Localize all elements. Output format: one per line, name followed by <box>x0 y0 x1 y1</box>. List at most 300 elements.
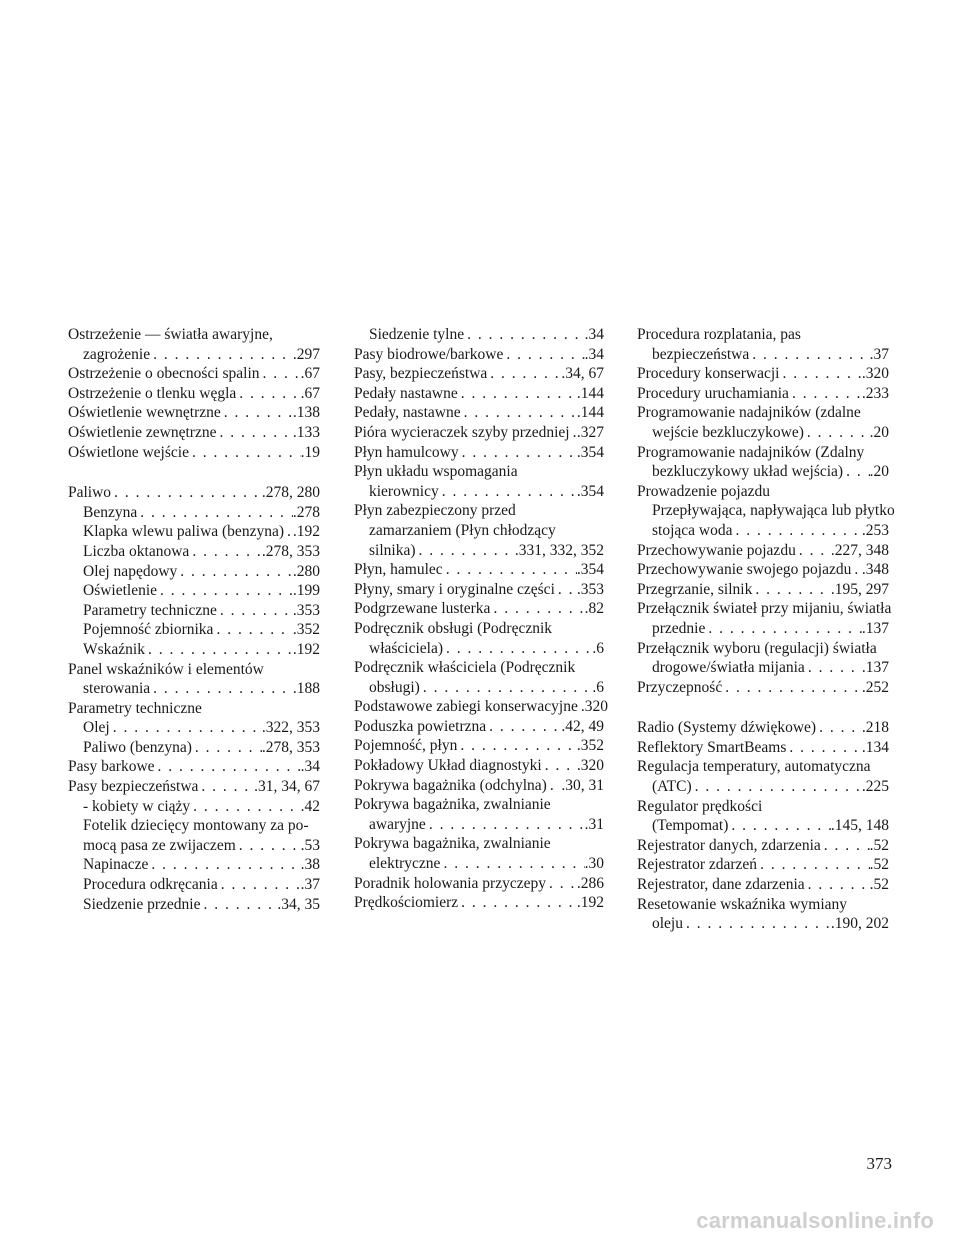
dot-leader <box>443 639 592 659</box>
index-entry-label: (Tempomat) <box>652 817 729 835</box>
dot-leader <box>779 364 861 384</box>
index-entry <box>354 697 608 717</box>
index-entry-line <box>354 560 604 580</box>
index-entry-label: Olej napędowy <box>83 562 178 580</box>
index-entry-label: Przyczepność <box>637 678 723 696</box>
index-entry-line <box>68 443 320 463</box>
dot-leader <box>111 483 262 503</box>
index-entry-line <box>68 738 320 758</box>
dot-leader <box>486 717 561 737</box>
index-entry <box>637 599 892 638</box>
dot-leader <box>189 542 262 562</box>
index-entry <box>68 581 320 601</box>
index-entry-line <box>637 423 889 443</box>
index-entry-label: Pokrywa bagażnika (odchylna) <box>354 776 547 794</box>
dot-leader <box>464 325 585 345</box>
index-entry-line <box>354 423 604 443</box>
index-entry-label: drogowe/światła mijania <box>652 659 805 677</box>
dot-leader <box>192 738 262 758</box>
dot-leader <box>439 482 577 502</box>
index-entry-label: Poduszka powietrzna <box>354 717 487 735</box>
index-entry <box>68 325 320 364</box>
index-entry-line <box>354 717 604 737</box>
index-entry-label: Siedzenie tylne <box>369 326 465 343</box>
dot-leader <box>547 776 562 796</box>
index-entry <box>354 580 604 600</box>
index-entry-heading: Procedura rozplatania, pas <box>637 326 801 343</box>
index-entry-pages: .20 <box>869 423 889 441</box>
index-entry-line <box>68 503 320 523</box>
index-entry-pages: .278, 353 <box>261 542 320 560</box>
index-entry-label: Paliwo (benzyna) <box>83 738 192 756</box>
index-entry-line <box>68 777 320 797</box>
index-entry <box>354 560 604 580</box>
index-entry-pages: .322, 353 <box>261 719 320 737</box>
index-entry-pages: .34, 67 <box>561 365 604 383</box>
index-column-left <box>68 325 320 914</box>
index-entry <box>354 834 604 873</box>
index-entry-pages: .82 <box>584 600 604 618</box>
index-entry-label: Przechowywanie swojego pojazdu <box>637 561 852 579</box>
index-entry <box>354 403 604 423</box>
index-entry-line <box>68 403 320 423</box>
dot-leader <box>458 384 577 404</box>
index-entry-heading: Podręcznik obsługi (Podręcznik <box>354 619 553 637</box>
dot-leader <box>786 738 862 758</box>
dot-leader <box>821 836 870 856</box>
index-entry <box>68 443 320 463</box>
dot-leader <box>692 777 862 797</box>
dot-leader <box>110 718 262 738</box>
index-entry <box>637 541 889 561</box>
index-entry <box>354 599 604 619</box>
dot-leader <box>218 875 301 895</box>
index-entry-line <box>354 639 604 659</box>
index-entry-pages: .42 <box>300 797 320 815</box>
index-entry-pages: .188 <box>292 680 320 698</box>
index-entry-pages: .137 <box>861 659 889 677</box>
index-entry-label: Oświetlenie <box>83 582 158 600</box>
index-entry-heading: Pokrywa bagażnika, zwalnianie <box>354 796 551 814</box>
index-entry <box>354 658 604 697</box>
index-entry-pages: .138 <box>292 404 320 422</box>
index-entry-label: Parametry techniczne <box>83 601 217 619</box>
index-entry-line <box>68 423 320 443</box>
index-entry-pages: .278 <box>292 503 320 521</box>
index-entry-pages: .218 <box>861 719 889 737</box>
index-entry-line <box>68 895 320 915</box>
index-entry-pages: .34 <box>584 345 604 363</box>
index-entry <box>637 718 889 738</box>
index-entry-label: Płyny, smary i oryginalne części <box>354 580 555 598</box>
index-entry <box>354 736 604 756</box>
index-entry <box>354 893 604 913</box>
index-entry-heading: Parametry techniczne <box>68 699 202 717</box>
index-entry-label: Klapka wlewu paliwa (benzyna) <box>83 523 284 541</box>
index-entry-line <box>637 836 889 856</box>
index-entry-pages: .190, 202 <box>830 915 889 933</box>
index-entry <box>354 443 604 463</box>
index-entry <box>637 580 889 600</box>
index-entry <box>354 364 604 384</box>
dot-leader <box>683 914 831 934</box>
index-entry-label: Oświetlenie wewnętrzne <box>68 404 221 422</box>
index-entry-label: Poradnik holowania przyczepy <box>354 874 546 892</box>
index-entry-line <box>68 640 320 660</box>
dot-leader <box>440 854 584 874</box>
dot-leader <box>804 423 870 443</box>
index-entry <box>68 562 320 582</box>
index-entry <box>68 816 320 855</box>
dot-leader <box>843 462 870 482</box>
index-entry-label: Podstawowe zabiegi konserwacyjne <box>354 698 578 716</box>
index-entry-pages: .52 <box>869 856 889 874</box>
index-entry-line <box>637 560 889 580</box>
index-entry <box>637 738 889 758</box>
dot-leader <box>749 345 869 365</box>
index-entry-label: bezpieczeństwa <box>652 345 750 363</box>
index-entry-label: Procedury konserwacji <box>637 365 780 383</box>
dot-leader <box>198 777 254 797</box>
index-entry <box>637 403 889 442</box>
dot-leader <box>443 560 577 580</box>
index-entry <box>68 875 320 895</box>
index-entry <box>68 364 320 384</box>
dot-leader <box>722 678 862 698</box>
index-entry-line <box>354 599 604 619</box>
index-entry <box>637 836 889 856</box>
index-entry-pages: .253 <box>861 521 889 539</box>
index-entry <box>637 482 895 541</box>
index-entry-pages: .354 <box>576 482 604 500</box>
index-entry-pages: .278, 280 <box>261 484 320 502</box>
index-entry-heading: Podręcznik właściciela (Podręcznik <box>354 659 576 677</box>
dot-leader <box>200 895 277 915</box>
index-entry-pages: .6 <box>592 678 604 696</box>
index-entry-pages: .354 <box>576 561 604 579</box>
index-entry-label: Pasy biodrowe/barkowe <box>354 345 504 363</box>
index-entry-pages: .34 <box>584 326 604 343</box>
index-entry-label: Procedura odkręcania <box>83 876 218 894</box>
index-entry-line <box>68 836 320 856</box>
watermark: carmanualsonline.info <box>696 1208 934 1233</box>
dot-leader <box>217 601 293 621</box>
index-entry-heading: Regulacja temperatury, automatyczna <box>637 758 871 776</box>
index-entry <box>68 542 320 562</box>
index-entry-pages: .6 <box>592 639 604 657</box>
dot-leader <box>752 580 831 600</box>
index-entry <box>354 325 604 345</box>
dot-leader <box>216 423 292 443</box>
index-entry <box>637 895 889 934</box>
index-entry-heading: Fotelik dziecięcy montowany za po- <box>83 817 309 835</box>
dot-leader <box>796 541 831 561</box>
index-entry-label: Napinacze <box>83 856 149 874</box>
index-entry-label: przednie <box>652 619 706 637</box>
index-entry <box>68 699 320 738</box>
index-entry-label: - kobiety w ciąży <box>83 797 191 815</box>
index-entry-label: Ostrzeżenie o obecności spalin <box>68 365 260 383</box>
dot-leader <box>490 599 584 619</box>
dot-leader <box>503 345 584 365</box>
dot-leader <box>260 364 301 384</box>
index-entry-line <box>354 697 608 717</box>
index-entry <box>68 777 320 797</box>
dot-leader <box>426 815 585 835</box>
index-entry-label: Pasy bezpieczeństwa <box>68 778 199 796</box>
index-entry-label: Reflektory SmartBeams <box>637 738 787 756</box>
index-entry-pages: .134 <box>861 738 889 756</box>
index-entry-label: Rejestrator zdarzeń <box>637 856 758 874</box>
index-entry-line <box>637 384 889 404</box>
index-entry-label: Pedały nastawne <box>354 384 458 402</box>
dot-leader <box>420 678 593 698</box>
index-entry <box>637 639 889 678</box>
index-entry-pages: .280 <box>292 562 320 580</box>
index-entry-label: bezkluczykowy układ wejścia) <box>652 463 844 481</box>
index-entry-line <box>637 462 889 482</box>
index-entry-label: Benzyna <box>83 503 138 521</box>
dot-leader <box>728 816 830 836</box>
index-entry-pages: .67 <box>300 384 320 402</box>
index-entry-line <box>354 443 604 463</box>
index-entry-line <box>637 738 889 758</box>
index-entry-label: (ATC) <box>652 778 692 796</box>
index-entry-line <box>354 815 604 835</box>
index-entry-pages: .37 <box>869 345 889 363</box>
dot-leader <box>705 619 862 639</box>
index-entry-line <box>68 601 320 621</box>
index-entry-label: kierownicy <box>369 482 439 500</box>
index-entry-pages: .37 <box>300 876 320 894</box>
dot-leader <box>284 522 293 542</box>
dot-leader <box>816 718 862 738</box>
index-entry-pages: .327 <box>576 423 604 441</box>
index-entry-label: Rejestrator, dane zdarzenia <box>637 876 805 894</box>
dot-leader <box>177 562 293 582</box>
index-entry-pages: .192 <box>292 640 320 658</box>
index-entry-line <box>68 562 320 582</box>
index-entry <box>68 522 320 542</box>
index-entry <box>68 483 320 503</box>
index-entry-line <box>637 855 889 875</box>
index-entry-label: Prędkościomierz <box>354 894 459 912</box>
index-entry-line <box>354 541 604 561</box>
index-entry-label: Ostrzeżenie o tlenku węgla <box>68 384 237 402</box>
index-entry-line <box>68 620 320 640</box>
index-entry <box>637 678 889 698</box>
index-entry <box>68 738 320 758</box>
index-entry <box>354 384 604 404</box>
index-entry-label: sterowania <box>83 680 151 698</box>
index-entry-label: Płyn, hamulec <box>354 561 443 579</box>
dot-leader <box>457 736 577 756</box>
index-entry-pages: .233 <box>861 384 889 402</box>
index-entry-label: Pióra wycieraczek szyby przedniej <box>354 423 570 441</box>
index-entry-line <box>637 914 889 934</box>
index-entry <box>68 660 320 699</box>
dot-leader <box>555 580 577 600</box>
index-entry-line <box>68 364 320 384</box>
dot-leader <box>461 403 577 423</box>
index-entry-label: awaryjne <box>369 815 426 833</box>
index-entry-line <box>68 483 320 503</box>
index-entry-line <box>354 736 604 756</box>
index-entry-label: Przegrzanie, silnik <box>637 580 753 598</box>
dot-leader <box>145 640 293 660</box>
dot-leader <box>805 658 862 678</box>
index-entry-pages: .297 <box>292 345 320 363</box>
index-entry <box>637 443 889 482</box>
page-number: 373 <box>866 1154 892 1173</box>
index-entry <box>354 619 604 658</box>
index-entry-heading: Panel wskaźników i elementów <box>68 660 264 678</box>
index-entry-label: Oświetlenie zewnętrzne <box>68 423 217 441</box>
dot-leader <box>155 757 301 777</box>
index-entry-line <box>68 875 320 895</box>
index-entry <box>637 757 889 796</box>
index-entry-pages: .34, 35 <box>277 895 320 913</box>
index-entry-pages: .30 <box>584 855 604 873</box>
index-entry-label: Pojemność zbiornika <box>83 621 214 639</box>
index-column-middle <box>354 325 608 913</box>
index-entry-heading: Ostrzeżenie — światła awaryjne, <box>68 326 273 343</box>
index-entry-pages: .52 <box>869 876 889 894</box>
index-entry-label: obsługi) <box>369 678 420 696</box>
index-entry-label: Radio (Systemy dźwiękowe) <box>637 719 817 737</box>
dot-leader <box>157 581 293 601</box>
index-entry-line <box>354 345 604 365</box>
index-entry-pages: .20 <box>869 463 889 481</box>
index-entry-label: Siedzenie przednie <box>83 895 201 913</box>
index-entry-heading: Przełącznik wyboru (regulacji) światła <box>637 639 877 657</box>
index-entry <box>354 717 604 737</box>
index-entry-pages: .353 <box>576 580 604 598</box>
dot-leader <box>190 797 300 817</box>
index-entry-pages: .42, 49 <box>561 717 604 735</box>
index-entry-label: Pokładowy Układ diagnostyki <box>354 757 542 775</box>
index-entry-heading: Przełącznik świateł przy mijaniu, światła <box>637 600 892 618</box>
index-entry-label: Wskaźnik <box>83 640 145 658</box>
index-entry <box>354 874 604 894</box>
index-entry-line <box>637 718 889 738</box>
index-entry-heading: Prowadzenie pojazdu <box>637 482 770 500</box>
index-entry-heading: Programowanie nadajników (zdalne <box>637 404 861 422</box>
index-entry-heading: Płyn zabezpieczony przed <box>354 502 516 520</box>
index-entry <box>637 384 889 404</box>
index-entry-pages: .353 <box>292 601 320 619</box>
index-entry-pages: .52 <box>869 836 889 854</box>
index-entry-line <box>637 678 889 698</box>
index-entry <box>68 855 320 875</box>
index-entry-line <box>637 816 889 836</box>
index-entry-label: Liczba oktanowa <box>83 542 190 560</box>
index-entry-line <box>68 542 320 562</box>
index-entry-pages: .38 <box>300 856 320 874</box>
index-entry-pages: .227, 348 <box>830 541 889 559</box>
index-entry <box>354 756 604 776</box>
index-entry-heading: Programowanie nadajników (Zdalny <box>637 443 865 461</box>
index-entry-label: Płyn hamulcowy <box>354 443 459 461</box>
index-entry-line <box>637 521 889 541</box>
index-entry-label: Olej <box>83 719 110 737</box>
index-entry <box>637 797 889 836</box>
index-entry-line <box>637 345 889 365</box>
dot-leader <box>148 855 300 875</box>
dot-leader <box>213 620 292 640</box>
index-entry-label: właściciela) <box>369 639 444 657</box>
index-entry-line <box>354 776 604 796</box>
index-entry-line <box>637 580 889 600</box>
index-entry-line <box>354 893 604 913</box>
index-entry-pages: .144 <box>576 384 604 402</box>
index-entry-line <box>68 384 320 404</box>
index-entry-pages: .352 <box>292 621 320 639</box>
index-entry-line <box>354 854 604 874</box>
dot-leader <box>458 893 577 913</box>
index-entry <box>68 797 320 817</box>
index-entry-line <box>637 541 889 561</box>
dot-leader <box>570 423 577 443</box>
dot-leader <box>851 560 862 580</box>
index-entry-label: Podgrzewane lusterka <box>354 600 491 618</box>
index-entry-pages: .34 <box>300 758 320 776</box>
index-entry-pages: .133 <box>292 423 320 441</box>
index-entry-pages: .352 <box>576 737 604 755</box>
index-entry-label: Paliwo <box>68 484 112 502</box>
index-entry-line <box>637 364 889 384</box>
index-entry-line <box>354 678 604 698</box>
index-entry-heading: Resetowanie wskaźnika wymiany <box>637 895 848 913</box>
index-entry <box>354 501 604 560</box>
index-entry-label: wejście bezkluczykowe) <box>652 423 804 441</box>
index-entry-line <box>637 875 889 895</box>
index-entry <box>637 325 889 364</box>
index-entry-line <box>354 874 604 894</box>
dot-leader <box>236 836 301 856</box>
index-entry <box>68 640 320 660</box>
index-entry-line <box>68 345 320 365</box>
index-entry <box>68 601 320 621</box>
index-entry-pages: .145, 148 <box>830 817 889 835</box>
index-entry-line <box>637 777 889 797</box>
index-entry <box>354 795 604 834</box>
index-entry-pages: .137 <box>861 619 889 637</box>
index-entry <box>354 462 604 501</box>
index-entry <box>354 776 604 796</box>
index-entry-pages: .320 <box>861 365 889 383</box>
index-entry-label: Pojemność, płyn <box>354 737 458 755</box>
index-entry-pages: .348 <box>861 561 889 579</box>
index-entry-line <box>354 580 604 600</box>
index-entry-pages: .195, 297 <box>830 580 889 598</box>
index-entry-pages: .53 <box>300 836 320 854</box>
index-entry-line <box>637 619 889 639</box>
index-entry-pages: .30, 31 <box>561 776 604 794</box>
dot-leader <box>487 364 561 384</box>
index-entry-pages: .354 <box>576 443 604 461</box>
index-entry-heading: Płyn układu wspomagania <box>354 463 518 481</box>
index-entry-label: Pasy barkowe <box>68 758 155 776</box>
index-entry-pages: .67 <box>300 365 320 383</box>
index-entry-pages: .144 <box>576 404 604 422</box>
index-entry <box>68 403 320 423</box>
index-entry <box>68 384 320 404</box>
index-entry <box>68 423 320 443</box>
index-entry-pages: .31 <box>584 815 604 833</box>
dot-leader <box>150 679 293 699</box>
dot-leader <box>459 443 577 463</box>
